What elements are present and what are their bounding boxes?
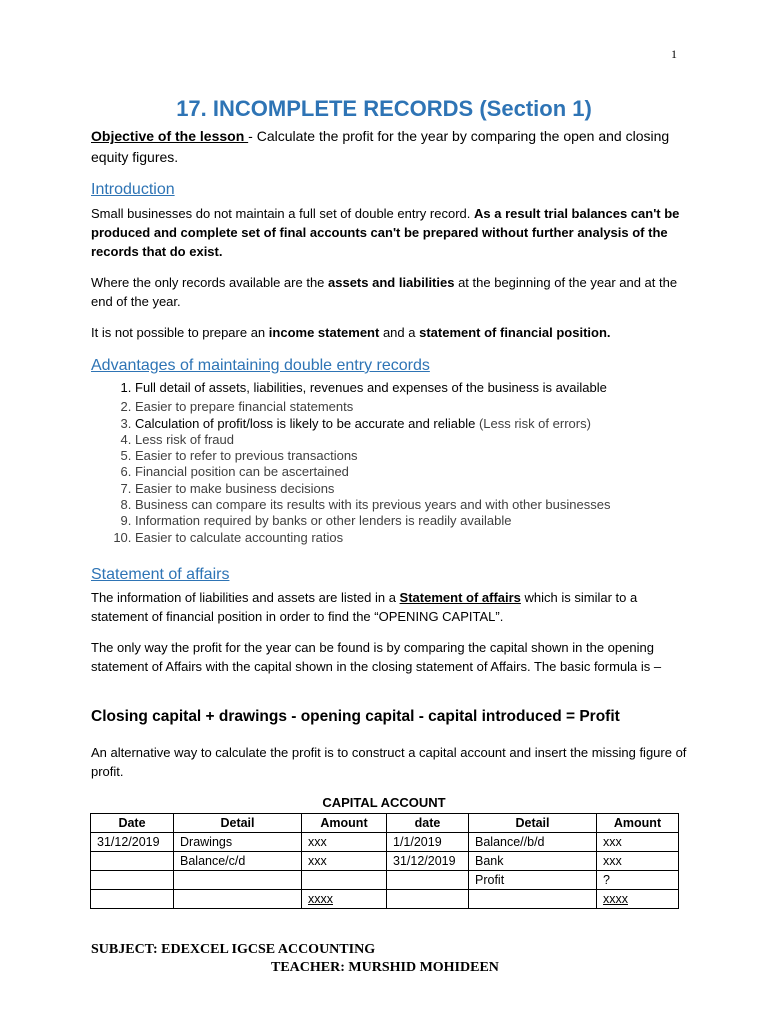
table-cell xyxy=(91,852,174,871)
list-item-note: (Less risk of errors) xyxy=(475,415,591,431)
table-cell xyxy=(302,871,387,890)
advantages-heading: Advantages of maintaining double entry records xyxy=(91,357,430,374)
page-number: 1 xyxy=(671,47,677,61)
capital-account-table xyxy=(90,813,679,909)
table-cell xyxy=(174,890,302,909)
table-cell xyxy=(387,871,469,890)
statement-of-affairs-heading: Statement of affairs xyxy=(91,566,230,583)
intro-p2-text-b: at the beginning of the year and at the end of the year. xyxy=(91,275,678,309)
header-cell: Detail xyxy=(469,814,597,833)
list-item: 4. Less risk of fraud xyxy=(135,432,735,448)
intro-p2-bold: assets and liabilities xyxy=(328,275,455,290)
table-header-row xyxy=(91,814,679,833)
intro-p3-text-b: and a xyxy=(379,325,420,340)
soa-p1-bold: Statement of affairs xyxy=(399,590,521,605)
header-cell: Amount xyxy=(597,814,679,833)
list-item xyxy=(135,416,735,432)
intro-paragraph-1 xyxy=(91,204,691,261)
footer-subject: SUBJECT: EDEXCEL IGCSE ACCOUNTING xyxy=(91,942,376,957)
intro-p3-text-a: It is not possible to prepare an xyxy=(91,325,269,340)
table-cell xyxy=(91,890,174,909)
intro-paragraph-3 xyxy=(91,323,691,342)
header-cell: Date xyxy=(91,814,174,833)
table-cell: xxx xyxy=(597,852,679,871)
table-total-row xyxy=(91,890,679,909)
profit-formula: Closing capital + drawings - opening capital - capital introduced = Profit xyxy=(91,708,620,725)
table-cell: xxx xyxy=(302,833,387,852)
list-item: 10. Easier to calculate accounting ratios xyxy=(135,530,735,546)
table-cell: Drawings xyxy=(174,833,302,852)
soa-p1-text-b: which is similar to a statement of financial position in order to find the “OPENING CAPITAL”. xyxy=(91,590,638,624)
table-cell xyxy=(174,871,302,890)
intro-p3-bold-2: statement of financial position. xyxy=(419,325,611,340)
table-cell xyxy=(91,871,174,890)
soa-paragraph-3: An alternative way to calculate the profit is to construct a capital account and insert the missing figure of profit. xyxy=(91,745,687,779)
objective-text: - Calculate the profit for the year by comparing the open and closing equity figures. xyxy=(91,128,670,165)
table-cell xyxy=(387,890,469,909)
list-item: 1. Full detail of assets, liabilities, revenues and expenses of the business is available xyxy=(135,380,735,396)
header-cell: Amount xyxy=(302,814,387,833)
header-cell: date xyxy=(387,814,469,833)
list-item: 5. Easier to refer to previous transactions xyxy=(135,448,735,464)
table-cell: xxx xyxy=(302,852,387,871)
footer-teacher: TEACHER: MURSHID MOHIDEEN xyxy=(271,960,499,975)
intro-paragraph-2 xyxy=(91,273,691,311)
table-row xyxy=(91,833,679,852)
total-cell: xxxx xyxy=(302,890,387,909)
intro-p1-bold: As a result trial balances can't be produced and complete set of final accounts can't be prepared without further analysis of the records that do exist. xyxy=(91,206,680,259)
table-cell: Profit xyxy=(469,871,597,890)
intro-p2-text-a: Where the only records available are the xyxy=(91,275,329,290)
total-cell: xxxx xyxy=(597,890,679,909)
list-item: 9. Information required by banks or other lenders is readily available xyxy=(135,513,735,529)
intro-p1-text: Small businesses do not maintain a full set of double entry record. xyxy=(91,206,474,221)
list-item: 6. Financial position can be ascertained xyxy=(135,464,735,480)
objective-label: Objective of the lesson xyxy=(91,128,249,144)
intro-p3-bold-1: income statement xyxy=(268,325,380,340)
table-cell: ? xyxy=(597,871,679,890)
table-cell: 31/12/2019 xyxy=(387,852,469,871)
introduction-heading: Introduction xyxy=(91,181,175,198)
table-cell: xxx xyxy=(597,833,679,852)
capital-account-title: CAPITAL ACCOUNT xyxy=(322,795,446,810)
header-cell: Detail xyxy=(174,814,302,833)
list-item: 7. Easier to make business decisions xyxy=(135,481,735,497)
table-cell: Balance/c/d xyxy=(174,852,302,871)
list-item: 8. Business can compare its results with its previous years and with other businesses xyxy=(135,497,735,513)
list-item-text: Calculation of profit/loss is likely to be accurate and reliable xyxy=(135,415,476,431)
advantages-list xyxy=(91,380,735,546)
page-title: 17. INCOMPLETE RECORDS (Section 1) xyxy=(176,96,592,121)
soa-paragraph-1 xyxy=(91,588,691,626)
table-row xyxy=(91,871,679,890)
soa-paragraph-2: The only way the profit for the year can be found is by comparing the capital shown in the opening statement of Affairs with the capital shown in the closing statement of Affairs. The basic formula is – xyxy=(91,640,662,674)
soa-p1-text-a: The information of liabilities and assets are listed in a xyxy=(91,590,400,605)
table-cell: 31/12/2019 xyxy=(91,833,174,852)
table-cell xyxy=(469,890,597,909)
objective-paragraph xyxy=(91,126,681,168)
table-row xyxy=(91,852,679,871)
table-cell: Bank xyxy=(469,852,597,871)
table-cell: 1/1/2019 xyxy=(387,833,469,852)
list-item: 2. Easier to prepare financial statements xyxy=(135,399,735,415)
table-cell: Balance//b/d xyxy=(469,833,597,852)
